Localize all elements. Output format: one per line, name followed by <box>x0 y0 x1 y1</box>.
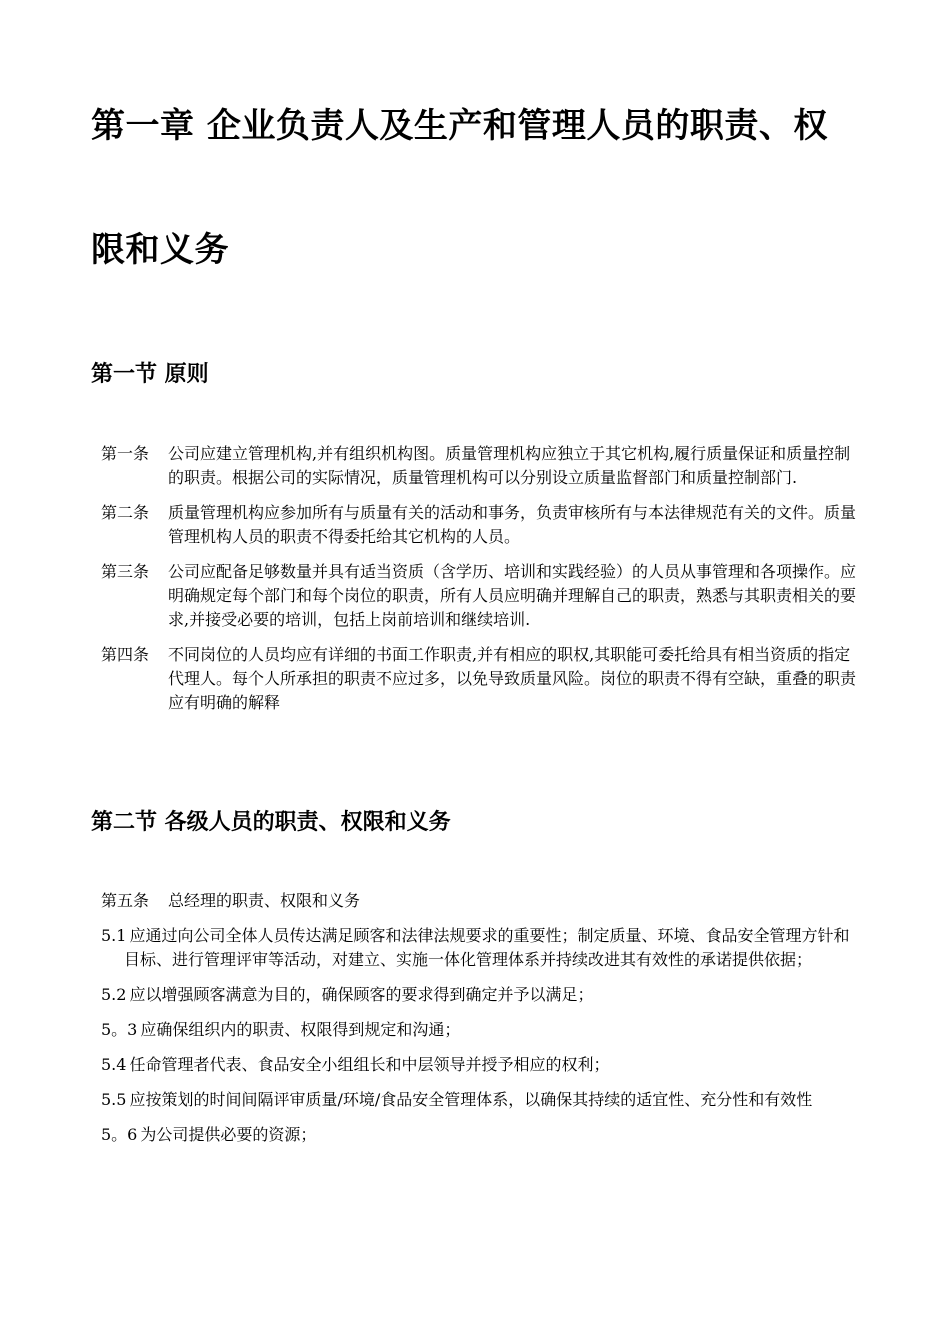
article-text: 总经理的职责、权限和义务 <box>168 891 361 910</box>
article-number: 第四条 <box>101 645 150 664</box>
chapter-title <box>91 92 881 284</box>
clause-text: 任命管理者代表、食品安全小组组长和中层领导并授予相应的权利； <box>129 1055 610 1074</box>
section-1-articles <box>101 442 861 726</box>
clause-text: 为公司提供必要的资源； <box>140 1125 317 1144</box>
article-text: 公司应配备足够数量并具有适当资质（含学历、培训和实践经验）的人员从事管理和各项操作。应明确规定每个部门和每个岗位的职责，所有人员应明确并理解自己的职责，熟悉与其职责相关的要求,并接受必要的培训，包括上岗前培训和继续培训. <box>168 562 857 629</box>
article-number: 第五条 <box>101 891 150 910</box>
clause-5-6 <box>101 1123 861 1147</box>
clause-text: 应通过向公司全体人员传达满足顾客和法律法规要求的重要性；制定质量、环境、食品安全管理方针和目标、进行管理评审等活动，对建立、实施一体化管理体系并持续改进其有效性的承诺提供依据； <box>124 926 850 969</box>
clause-number: 5.1 <box>101 926 127 945</box>
article-number: 第二条 <box>101 503 150 522</box>
article-5 <box>101 889 861 913</box>
article-text: 公司应建立管理机构,并有组织机构图。质量管理机构应独立于其它机构,履行质量保证和质量控制的职责。根据公司的实际情况，质量管理机构可以分别设立质量监督部门和质量控制部门. <box>168 444 851 487</box>
article-2 <box>101 501 861 549</box>
clause-5-1 <box>101 924 861 972</box>
clause-5-4 <box>101 1053 861 1077</box>
clause-number: 5.4 <box>101 1055 127 1074</box>
chapter-title-line-2: 限和义务 <box>91 230 229 270</box>
clause-text: 应按策划的时间间隔评审质量/环境/食品安全管理体系，以确保其持续的适宜性、充分性和有效性 <box>129 1090 813 1109</box>
article-number: 第一条 <box>101 444 150 463</box>
clause-5-2 <box>101 983 861 1007</box>
article-text: 质量管理机构应参加所有与质量有关的活动和事务，负责审核所有与本法律规范有关的文件。质量管理机构人员的职责不得委托给其它机构的人员。 <box>168 503 857 546</box>
clause-5-3 <box>101 1018 861 1042</box>
clause-text: 应确保组织内的职责、权限得到规定和沟通； <box>140 1020 461 1039</box>
section-1-title: 第一节 原则 <box>91 362 209 387</box>
clause-number: 5。6 <box>101 1125 138 1144</box>
article-number: 第三条 <box>101 562 150 581</box>
clause-number: 5。3 <box>101 1020 138 1039</box>
section-2-articles <box>101 889 861 1158</box>
clause-text: 应以增强顾客满意为目的，确保顾客的要求得到确定并予以满足； <box>129 985 594 1004</box>
clause-number: 5.5 <box>101 1090 127 1109</box>
article-1 <box>101 442 861 490</box>
article-3 <box>101 560 861 632</box>
article-text: 不同岗位的人员均应有详细的书面工作职责,并有相应的职权,其职能可委托给具有相当资质的指定代理人。每个人所承担的职责不应过多，以免导致质量风险。岗位的职责不得有空缺，重叠的职责应有明确的解释 <box>168 645 857 712</box>
section-2-title: 第二节 各级人员的职责、权限和义务 <box>91 810 451 835</box>
clause-5-5 <box>101 1088 861 1112</box>
article-4 <box>101 643 861 715</box>
chapter-title-line-1: 第一章 企业负责人及生产和管理人员的职责、权 <box>91 106 828 146</box>
clause-number: 5.2 <box>101 985 127 1004</box>
